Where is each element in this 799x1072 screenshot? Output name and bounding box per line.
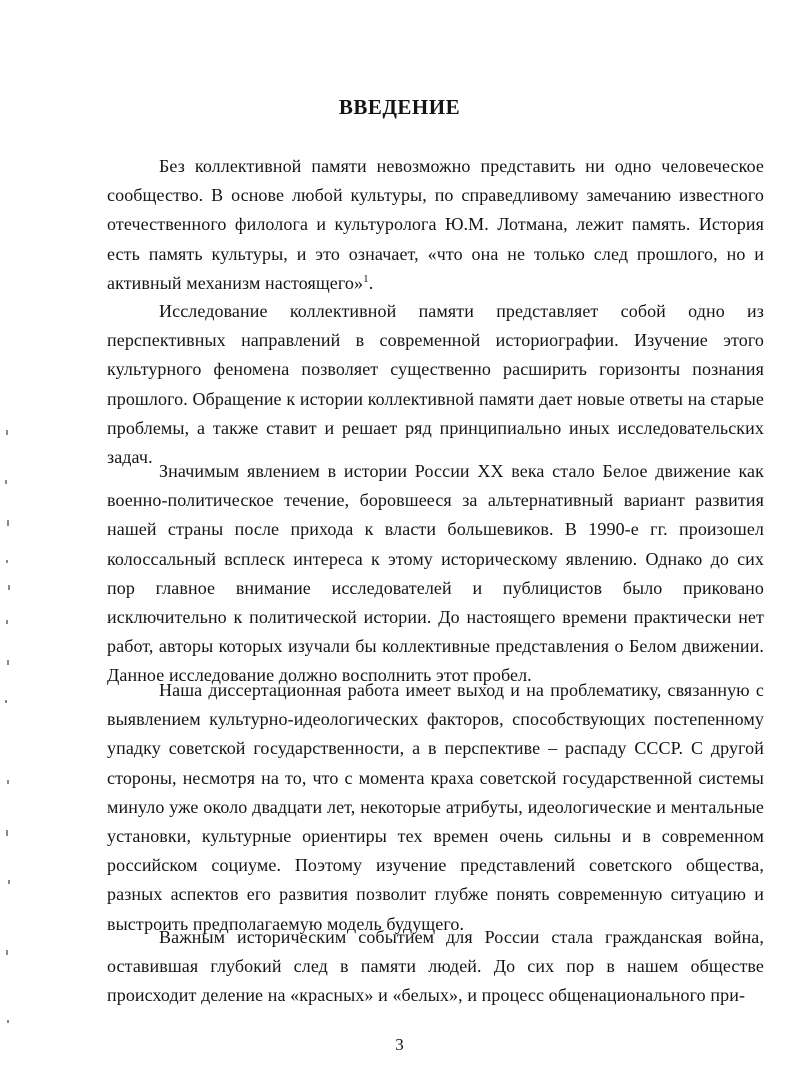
paragraph-2: Исследование коллективной памяти представляет собой одно из перспективных направлений в современной историографии. Изучение этого культурного феномена позволяет существенно расширить горизонты познания прошлого. Обращение к истории коллективной памяти дает новые ответы на старые проблемы, а также ставит и решает ряд принципиально иных исследовательских задач. <box>107 301 764 468</box>
page-number: 3 <box>395 1035 404 1054</box>
paragraph-4: Наша диссертационная работа имеет выход и на проблематику, связанную с выявлением культурно-идеологических факторов, способствующих постепенному упадку советской государственности, а в перспективе – распаду СССР. С другой стороны, несмотря на то, что с момента краха советской государственной системы минуло уже около двадцати лет, некоторые атрибуты, идеологические и ментальные установки, культурные ориентиры тех времен очень сильны и в современном российском социуме. Поэтому изучение представлений советского общества, разных аспектов его развития позволит глубже понять современную ситуацию и выстроить предполагаемую модель будущего. <box>107 680 764 934</box>
paragraph-1 <box>107 152 764 298</box>
paragraph-1-text: Без коллективной памяти невозможно представить ни одно человеческое сообщество. В основе любой культуры, по справедливому замечанию известного отечественного филолога и культуролога Ю.М. Лотмана, лежит память. История есть память культуры, и это означает, «что она не только след прошлого, но и активный механизм настоящего» <box>107 156 764 293</box>
paragraph-5: Важным историческим событием для России стала гражданская война, оставившая глубокий след в памяти людей. До сих пор в нашем обществе происходит деление на «красных» и «белых», и процесс общенационального при- <box>107 927 764 1006</box>
scan-edge-specks <box>0 0 24 1072</box>
paragraph-1-tail: . <box>368 272 374 293</box>
paragraph-3: Значимым явлением в истории России XX века стало Белое движение как военно-политическое течение, боровшееся за альтернативный вариант развития нашей страны после прихода к власти большевиков. В 1990-е гг. произошел колоссальный всплеск интереса к этому историческому явлению. Однако до сих пор главное внимание исследователей и публицистов было приковано исключительно к политической истории. До настоящего времени практически нет работ, авторы которых изучали бы коллективные представления о Белом движении. Данное исследование должно восполнить этот пробел. <box>107 461 764 686</box>
footnote-mark: 1 <box>363 272 369 285</box>
page-heading: ВВЕДЕНИЕ <box>338 95 461 119</box>
